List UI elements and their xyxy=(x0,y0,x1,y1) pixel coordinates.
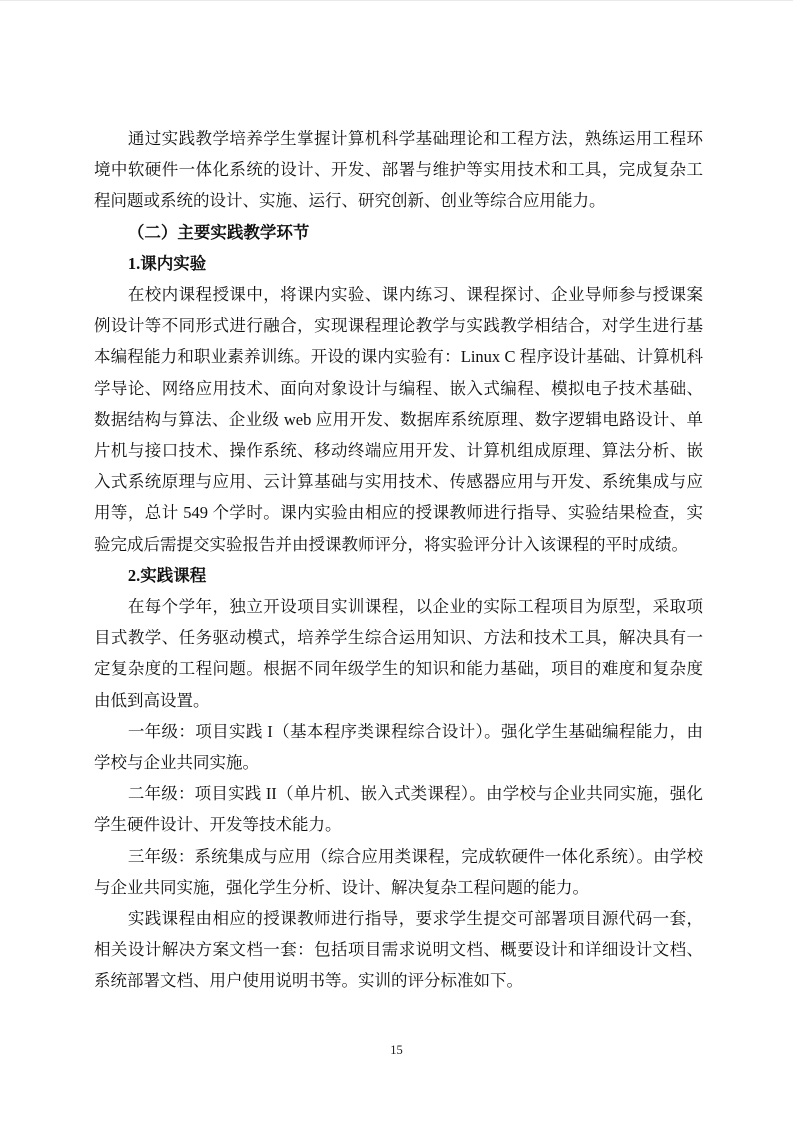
in-class-experiments-paragraph: 在校内课程授课中，将课内实验、课内练习、课程探讨、企业导师参与授课案例设计等不同形式进行融合，实现课程理论教学与实践教学相结合，对学生进行基本编程能力和职业素养训练。开设的课内实验有：Linux C 程序设计基础、计算机科学导论、网络应用技术、面向对象设计与编程、嵌入式编程、模拟电子技术基础、数据结构与算法、企业级 web 应用开发、数据库系统原理、数字逻辑电路设计、单片机与接口技术、操作系统、移动终端应用开发、计算机组成原理、算法分析、嵌入式系统原理与应用、云计算基础与实用技术、传感器应用与开发、系统集成与应用等，总计 549 个学时。课内实验由相应的授课教师进行指导、实验结果检查，实验完成后需提交实验报告并由授课教师评分，将实验评分计入该课程的平时成绩。 xyxy=(94,285,703,554)
grade-two-paragraph: 二年级：项目实践 II（单片机、嵌入式类课程）。由学校与企业共同实施，强化学生硬件设计、开发等技术能力。 xyxy=(94,784,703,835)
practice-course-requirements-paragraph: 实践课程由相应的授课教师进行指导，要求学生提交可部署项目源代码一套，相关设计解决方案文档一套：包括项目需求说明文档、概要设计和详细设计文档、系统部署文档、用户使用说明书等。实训的评分标准如下。 xyxy=(94,909,703,991)
intro-paragraph: 通过实践教学培养学生掌握计算机科学基础理论和工程方法，熟练运用工程环境中软硬件一体化系统的设计、开发、部署与维护等实用技术和工具，完成复杂工程问题或系统的设计、实施、运行、研究创新、创业等综合应用能力。 xyxy=(94,129,703,211)
page-number: 15 xyxy=(390,1043,403,1057)
grade-three-paragraph: 三年级：系统集成与应用（综合应用类课程，完成软硬件一体化系统）。由学校与企业共同实施，强化学生分析、设计、解决复杂工程问题的能力。 xyxy=(94,846,703,897)
page-body xyxy=(94,123,703,997)
practice-courses-overview-paragraph: 在每个学年，独立开设项目实训课程，以企业的实际工程项目为原型，采取项目式教学、任务驱动模式，培养学生综合运用知识、方法和技术工具，解决具有一定复杂度的工程问题。根据不同年级学生的知识和能力基础，项目的难度和复杂度由低到高设置。 xyxy=(94,597,703,710)
subsection-heading-practice-courses: 2.实践课程 xyxy=(127,565,207,585)
subsection-heading-in-class-experiments: 1.课内实验 xyxy=(127,253,207,273)
section-heading: （二）主要实践教学环节 xyxy=(127,222,310,242)
grade-one-paragraph: 一年级：项目实践 I（基本程序类课程综合设计）。强化学生基础编程能力，由学校与企业共同实施。 xyxy=(94,721,703,773)
